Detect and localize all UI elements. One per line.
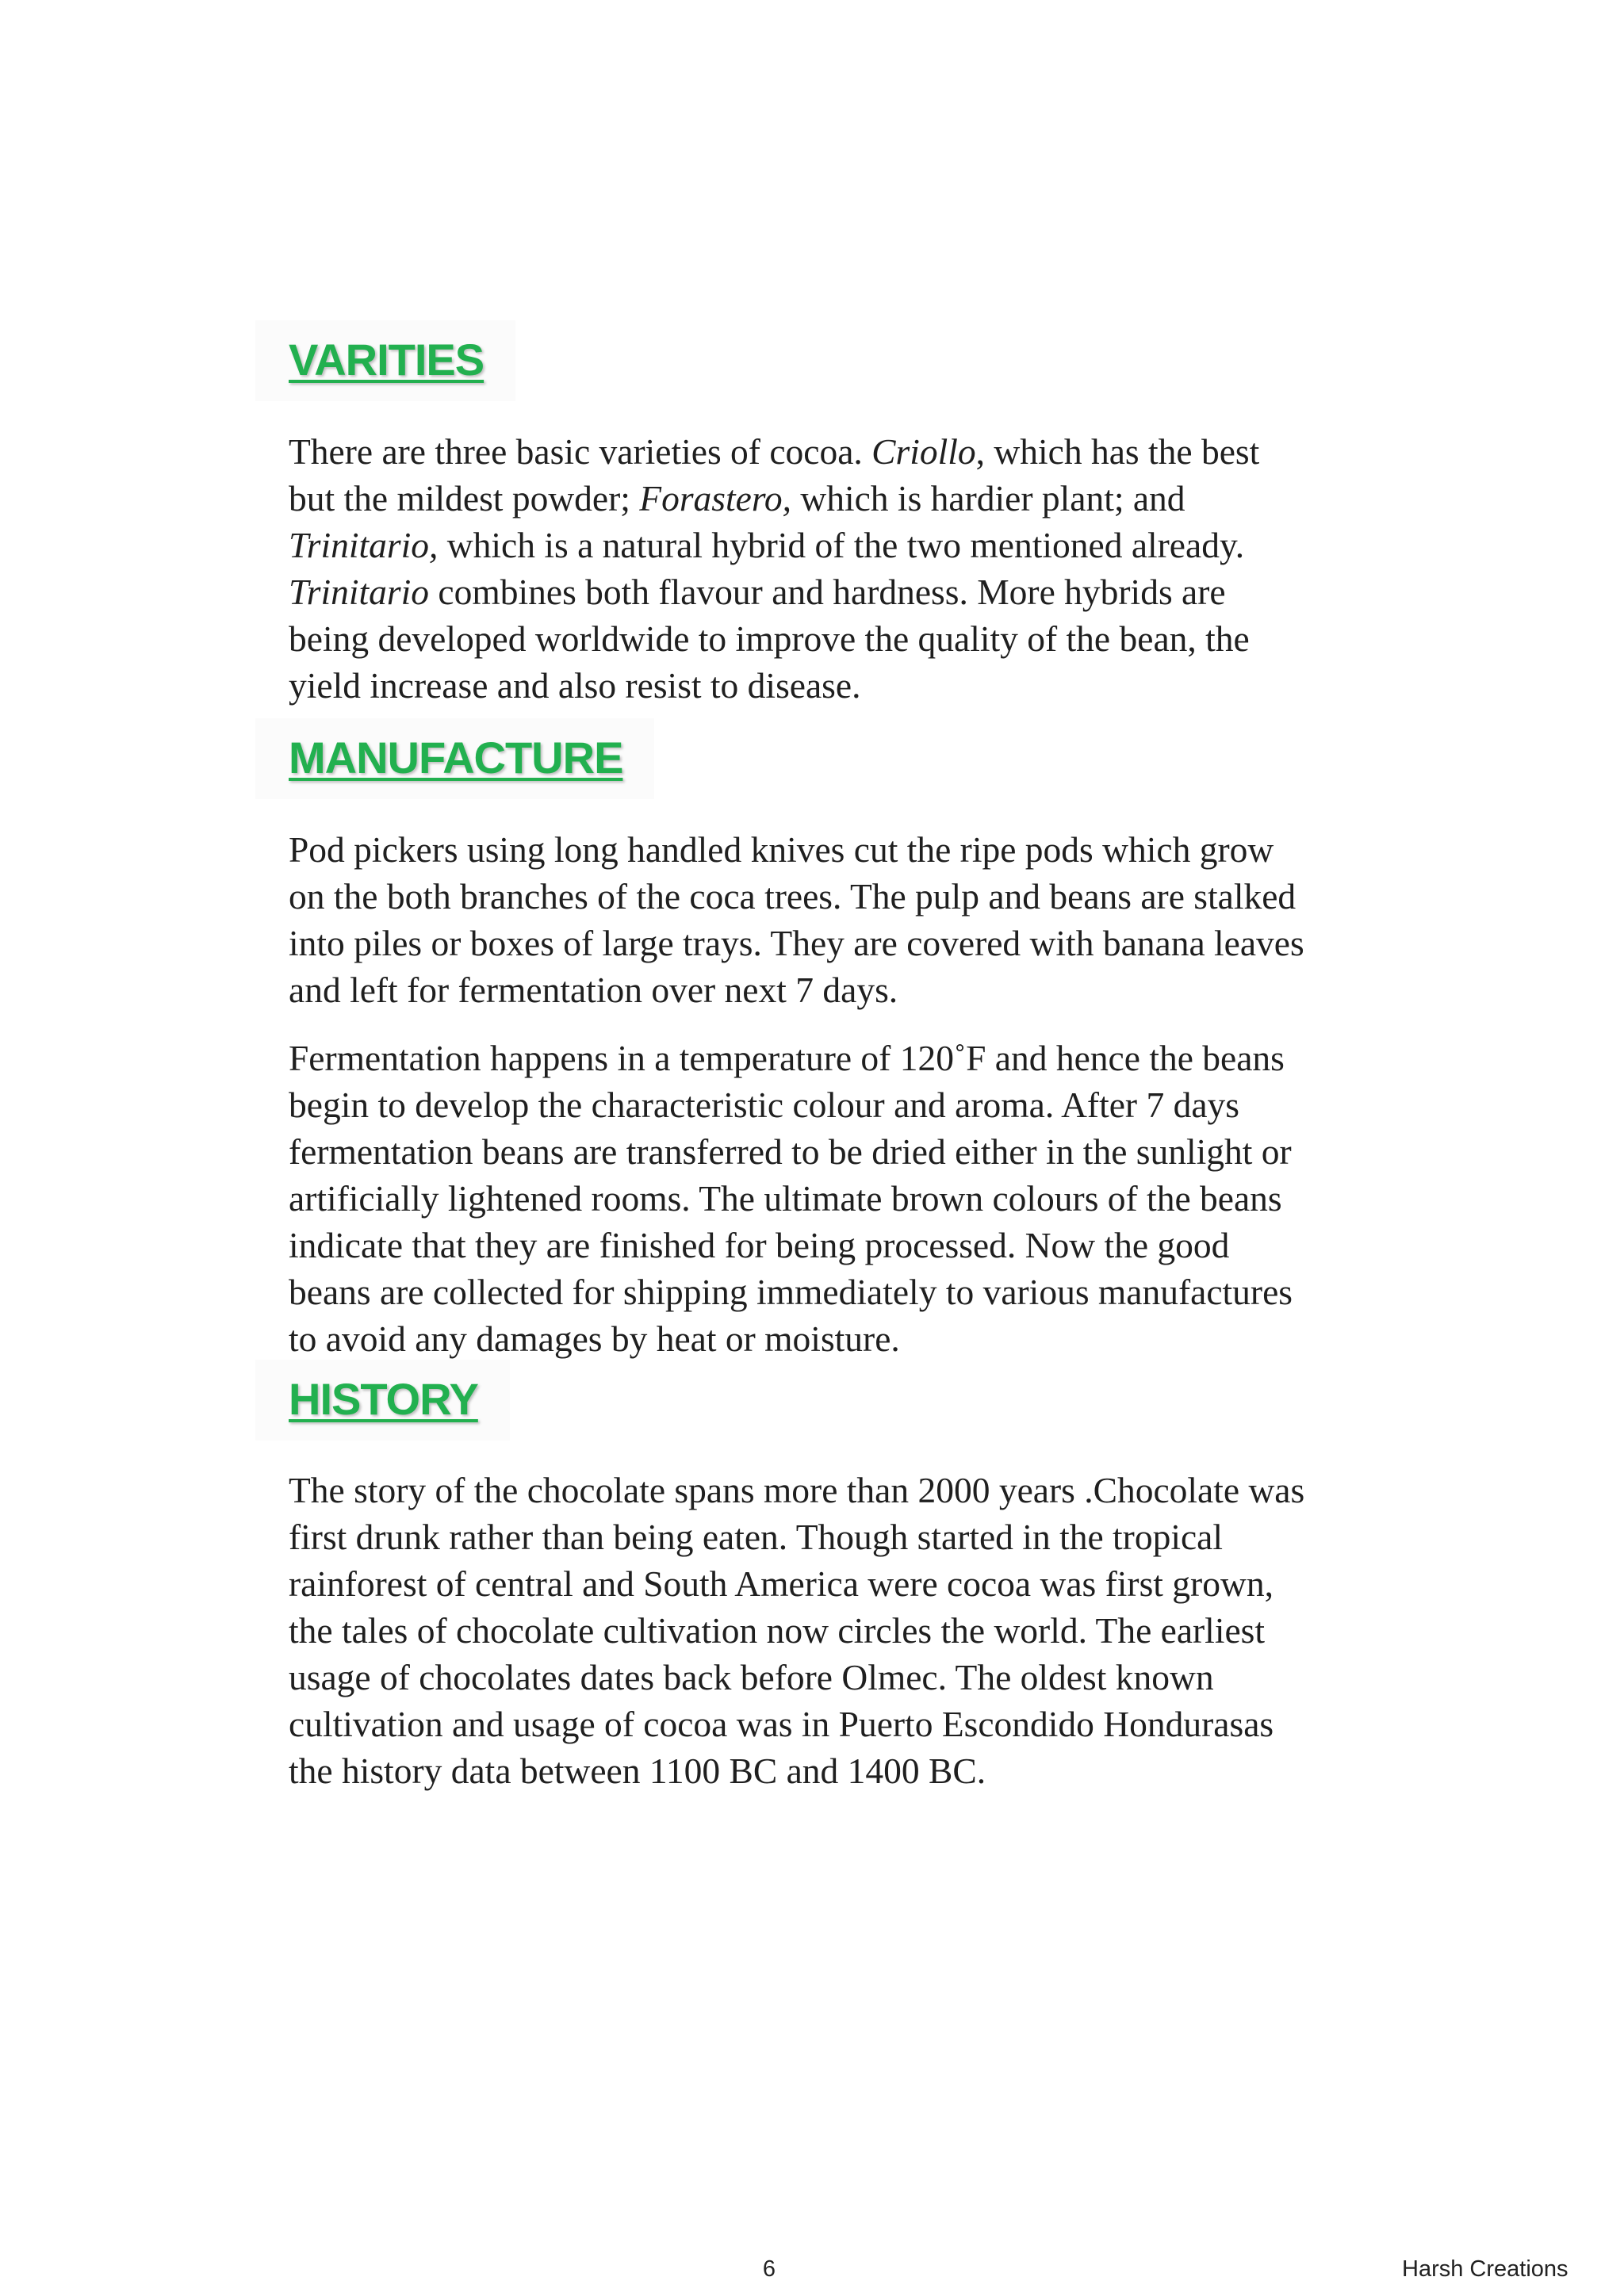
- text-run: Pod pickers using long handled knives cut the ripe pods which grow: [289, 829, 1274, 870]
- section-heading: HISTORY: [289, 1374, 478, 1424]
- text-line: [289, 662, 1359, 709]
- text-run: and left for fermentation over next 7 days.: [289, 970, 898, 1010]
- text-line: [289, 522, 1359, 568]
- paragraph: [289, 826, 1359, 1013]
- text-run: on the both branches of the coca trees. The pulp and beans are stalked: [289, 876, 1297, 916]
- text-run: artificially lightened rooms. The ultimate brown colours of the beans: [289, 1178, 1282, 1219]
- text-line: [289, 1222, 1359, 1269]
- text-run: but the mildest powder;: [289, 478, 640, 519]
- text-line: [289, 826, 1359, 873]
- text-run: indicate that they are finished for being processed. Now the good: [289, 1225, 1230, 1265]
- text-line: [289, 568, 1359, 615]
- text-run: beans are collected for shipping immediately to various manufactures: [289, 1272, 1293, 1312]
- text-line: [289, 1081, 1359, 1128]
- text-run: There are three basic varieties of cocoa.: [289, 431, 872, 472]
- text-run: fermentation beans are transferred to be dried either in the sunlight or: [289, 1131, 1292, 1172]
- paragraph: [289, 1035, 1359, 1362]
- text-run: , which has the best: [975, 431, 1260, 472]
- paragraph: [289, 428, 1359, 709]
- footer-brand: Harsh Creations: [1402, 2256, 1568, 2282]
- text-run: the tales of chocolate cultivation now circles the world. The earliest: [289, 1610, 1266, 1651]
- text-line: [289, 1269, 1359, 1315]
- text-run: Fermentation happens in a temperature of 120˚F and hence the beans: [289, 1038, 1285, 1078]
- text-run: The story of the chocolate spans more than 2000 years .Chocolate was: [289, 1470, 1305, 1510]
- heading-block-manufacture: [255, 718, 654, 799]
- text-run: the history data between 1100 BC and 1400 BC.: [289, 1751, 986, 1791]
- text-run: begin to develop the characteristic colour and aroma. After 7 days: [289, 1085, 1239, 1125]
- section-heading: VARITIES: [289, 335, 485, 385]
- text-line: [289, 1654, 1359, 1701]
- text-run: yield increase and also resist to disease.: [289, 665, 861, 706]
- heading-block-varities: [255, 320, 515, 401]
- text-line: [289, 966, 1359, 1013]
- text-run: which is hardier plant; and: [791, 478, 1185, 519]
- text-line: [289, 1128, 1359, 1175]
- text-run: rainforest of central and South America were cocoa was first grown,: [289, 1563, 1274, 1604]
- text-line: [289, 615, 1359, 662]
- text-run: cultivation and usage of cocoa was in Puerto Escondido Hondurasas: [289, 1704, 1274, 1744]
- section-heading: MANUFACTURE: [289, 733, 623, 783]
- text-line: [289, 1035, 1359, 1081]
- text-line: [289, 1747, 1359, 1794]
- text-line: [289, 1175, 1359, 1222]
- text-run: which is a natural hybrid of the two mentioned already.: [438, 525, 1245, 565]
- text-line: [289, 1513, 1359, 1560]
- italic-term: Criollo: [871, 431, 976, 472]
- text-run: into piles or boxes of large trays. They are covered with banana leaves: [289, 923, 1304, 963]
- text-line: [289, 428, 1359, 475]
- text-line: [289, 1315, 1359, 1362]
- text-run: usage of chocolates dates back before Olmec. The oldest known: [289, 1657, 1214, 1697]
- text-run: being developed worldwide to improve the quality of the bean, the: [289, 618, 1250, 659]
- text-line: [289, 873, 1359, 920]
- text-line: [289, 1467, 1359, 1513]
- paragraph: [289, 1467, 1359, 1794]
- italic-term: Trinitario,: [289, 525, 439, 565]
- text-line: [289, 1560, 1359, 1607]
- text-line: [289, 920, 1359, 966]
- text-run: combines both flavour and hardness. More hybrids are: [429, 572, 1226, 612]
- italic-term: Trinitario: [289, 572, 430, 612]
- text-line: [289, 1607, 1359, 1654]
- page-number: 6: [762, 2256, 776, 2282]
- text-line: [289, 1701, 1359, 1747]
- text-line: [289, 475, 1359, 522]
- heading-block-history: [255, 1360, 510, 1441]
- text-run: first drunk rather than being eaten. Though started in the tropical: [289, 1517, 1224, 1557]
- text-run: to avoid any damages by heat or moisture.: [289, 1318, 900, 1359]
- italic-term: Forastero,: [639, 478, 791, 519]
